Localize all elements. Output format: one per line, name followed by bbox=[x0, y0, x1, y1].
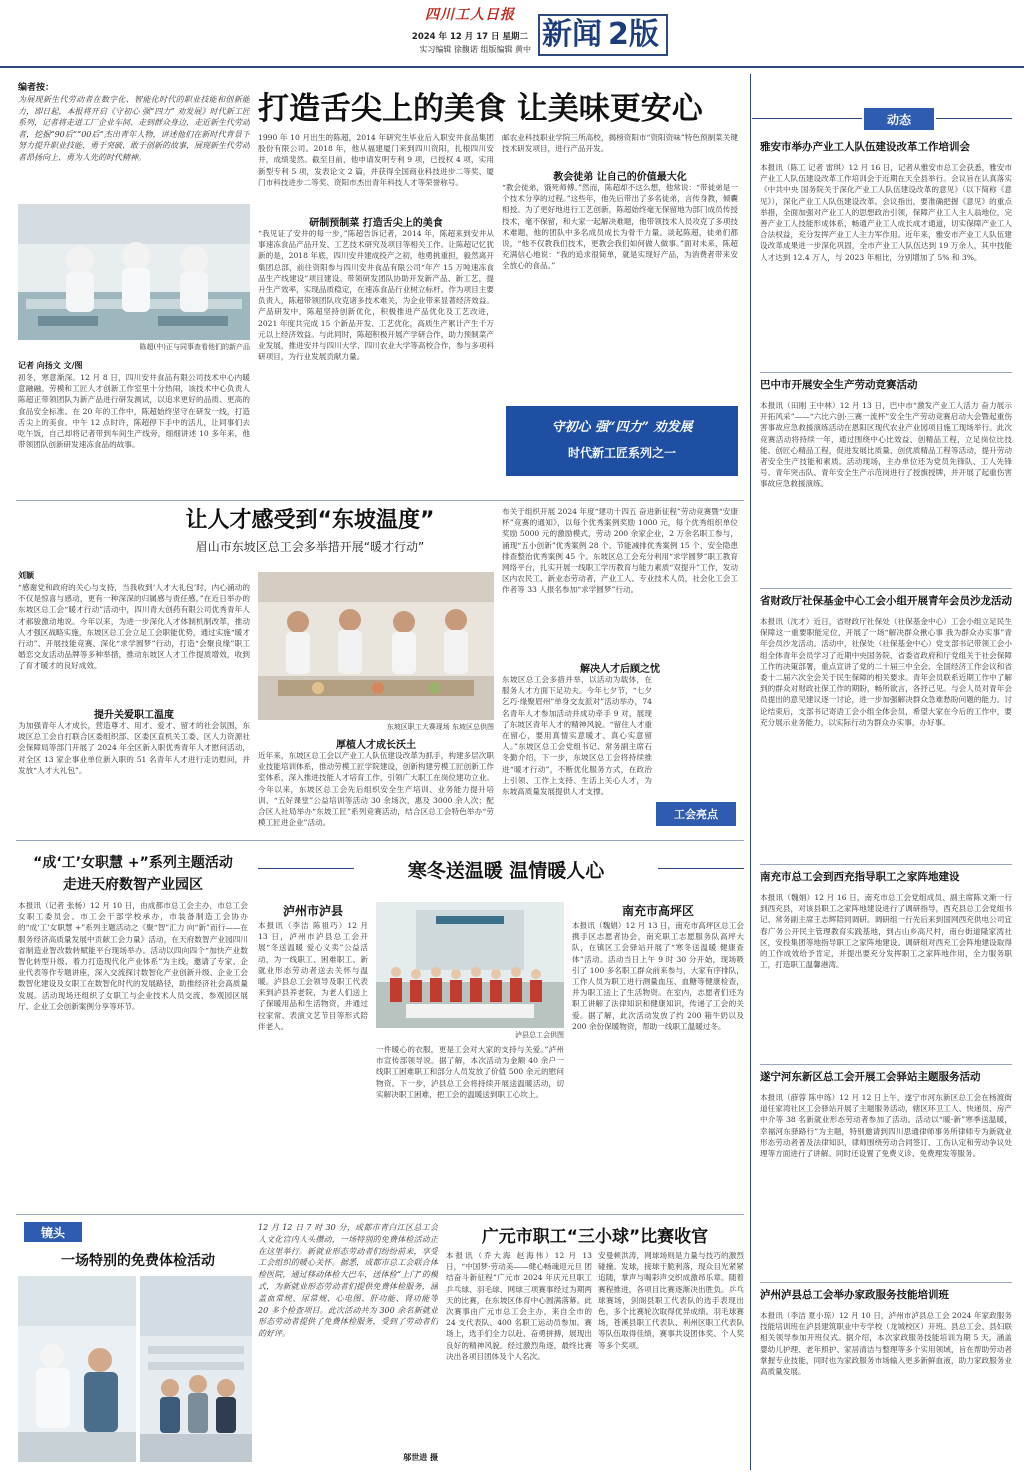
jingtou-body: 12 月 12 日 7 时 30 分，成都市青白江区总工会人文化宫内人头攒动，一场特别的免费体检活动正在这里举行。新就业形态劳动者们纷纷前来，享受工会组织的暖心关怀。据悉，成都市总工会联合体检医院，通过移动体检大巴车，送体检“上门”的模式，为新就业形态劳动者们提供免费体检服务，涵盖血常规、尿常规、心电图、肝功能、肾功能等 20 多个检查项目。此次活动共为 300 余名新就业形态劳动者提供了免费体检服务，受到了劳动者们的好评。 bbox=[258, 1223, 438, 1339]
luzhou-photo bbox=[376, 902, 564, 1028]
lead-col3b: “教会徒弟，饿死师傅。”然而，陈超却不这么想，他常说：“带徒弟是一个技术分享的过程。”这些年，他先后带出了多名徒弟，言传身教，倾囊相授。为了更好地进行工艺创新，陈超始终毫无保留地为部门成员传授技术，毫不保留，和大家一起解决难题，他带领技术人员攻克了多项技术难题，他的团队中多名成员成长为骨干力量。谈起陈超，徒弟们都说，“他不仅教我们技术，更教会我们如何做人做事。”面对未来，陈超充满信心地说：“我的追求很简单，就是实现好产品，为消费者带来安全放心的食品。” bbox=[502, 183, 738, 271]
lead-col2a: 1990 年 10 月出生的陈超，2014 年研究生毕业后入职安井食品集团股份有限公司。2018 年，他从福建厦门来到四川资阳，扎根四川安井，成绩斐然。截至目前，他申请发明专利 9 项，已授权 4 项，实用新型专利 5 项，发表论文 2 篇，并获得全国商业科技进步二等奖、厦门市科技进步二等奖、资阳市杰出青年科技人才等荣誉称号。 bbox=[258, 133, 494, 187]
gongjiang-title-2: 走进天府数智产业园区 bbox=[63, 877, 203, 893]
dongtai-tag: 动态 bbox=[864, 108, 934, 130]
news-item bbox=[760, 140, 1012, 378]
jingtou-title: 一场特别的免费体检活动 bbox=[61, 1253, 215, 1269]
jingtou-tag: 镜头 bbox=[24, 1222, 82, 1242]
dongpo-col2-subhead: 厚植人才成长沃土 bbox=[336, 740, 416, 751]
newspaper-logo: 四川工人日报 bbox=[425, 7, 515, 23]
guangyuan-body: 本报讯（乔大海 赵海伟）12 月 13 日，“中国梦·劳动美——健心畅魂迎元旦 团结奋斗新征程”广元市 2024 年庆元旦职工乒乓球、羽毛球、网球三项赛事经过为期两天的比赛，在东坡区体育中心圆满落幕。此次赛事由广元市总工会主办，来自全市的 24 支代表队、400 名职工运动员参加。赛场上，选手们全力以赴、奋勇拼搏，展现出良好的精神风貌。经过激烈角逐，最终比赛决出各项目团体及个人名次。 bbox=[446, 1251, 592, 1361]
guangyuan-title: 广元市职工“三小球”比赛收官 bbox=[481, 1227, 709, 1247]
lead-byline: 记者 向扬文 文/图 bbox=[18, 361, 83, 370]
news-item-title: 南充市总工会到西充指导职工之家阵地建设 bbox=[760, 871, 960, 883]
dongpo-col1-subhead: 提升关爱职工温度 bbox=[94, 710, 174, 721]
news-item-body: 本报讯（田刚 王中林）12 月 13 日，巴中市“激发产业工人活力 奋力展示开拓风采”——“六比六创·三赛一流杯”安全生产劳动竞赛启动大会暨起重伤害事故应急救援演练活动在恩阳区现代农业产业园项目施工现场举行。此次竞赛活动将持续一年，通过围绕中心比效益、创精品工程，立足岗位比技能、创匠心精品工程，促进发展比质量、创优质精品工程等活动，提升劳动者安全生产技能和素质。活动现场，主办单位还为党员先锋队、工人先锋号、青年突击队、青年安全生产示范岗进行了授旗授牌，并开展了起重伤害事故应急救援演练。 bbox=[760, 401, 1012, 489]
jingtou-photo-1 bbox=[18, 1276, 136, 1462]
series-banner-text: 时代新工匠系列之一 bbox=[567, 446, 676, 460]
dongpo-byline: 刘颖 bbox=[18, 571, 34, 580]
masthead bbox=[0, 0, 1024, 66]
lead-col3a: 邮农业科技职业学院三所高校，揭榜资阳市“资阳资味”特色预制菜关键技术研发项目，进行产品开发。 bbox=[502, 133, 738, 154]
guangyuan-body-2: 安曼顿洪涛，网球场则是力量与技巧的激烈碰撞。发球，接球干脆利落，现众目光紧紧追随，掌声与喝彩声交织成激昂乐章。随着赛程推进，各项目比赛逐渐决出胜负。乒乓球赛场，剑阁县职工代表队的选手表现出色，多个比赛轮次取得优异成绩。羽毛球赛场，苍溪县职工代表队、利州区职工代表队等队伍取得佳绩，赛事共设团体奖、个人奖等多个奖项。 bbox=[598, 1251, 744, 1350]
section-name: 新闻 bbox=[542, 17, 602, 52]
gongjiang-title-1: “成‘工’女职慧 +”系列主题活动 bbox=[33, 855, 233, 871]
jingtou-photo-2 bbox=[140, 1276, 252, 1462]
warm-title: 寒冬送温暖 温情暖人心 bbox=[407, 860, 605, 882]
editor-credits: 实习编辑 徐馥诺 组版编辑 黄中 bbox=[419, 45, 531, 54]
lead-col3-subhead: 教会徒弟 让自己的价值最大化 bbox=[553, 172, 687, 183]
dongpo-col3b: 东坡区总工会多措并举，以活动为载体，在服务人才方面下足功夫。今年七夕节，“七夕乞巧·缘聚眉州”单身交友派对”活动举办，74 名青年人才参加活动并成功牵手 9 对，展现了东坡区青年人才的精神风貌。“留住人才重在留心，要用真情实意暖才、真心实意留人。”东坡区总工会党组书记、常务副主席石冬勤介绍，下一步，东坡区总工会将持续推进“暖才行动”，不断优化服务方式，在政治上引领、工作上支持、生活上关心人才，为东坡高质量发展提供人才支撑。 bbox=[502, 675, 652, 797]
lead-photo-caption: 陈超(中)正与同事查看他们的新产品 bbox=[139, 343, 250, 351]
luzhou-place: 泸州市泸县 bbox=[282, 904, 343, 918]
gonghui-tag: 工会亮点 bbox=[656, 802, 736, 826]
editor-note bbox=[18, 80, 250, 200]
dongpo-title: 让人才感受到“东坡温度” bbox=[185, 508, 435, 533]
lead-photo bbox=[18, 204, 250, 340]
news-item bbox=[760, 378, 1012, 594]
lead-col2b: “我见证了安井的每一步，”陈超告诉记者，2014 年，陈超来到安井从事速冻食品产品开发、工艺技术研究及项目等相关工作。让陈超记忆犹新的是，2018 年底，四川安井建成投产之初，他勇挑重担，毅然离开集团总部，前往资阳参与四川安井食品有限公司“年产 15 万吨速冻食品生产线建设”项目建设。带领研发团队协助开发新产品、新工艺，提升生产效率，实现品质稳定，在速冻食品行业树立标杆。作为项目主要负责人，陈超带领团队攻克诸多技术难关，为企业带来显著经济效益。产品研发中，陈超坚持创新优化，积极推进产品优化及工艺改进，2021 年度共完成 15 个新品开发、工艺优化，高质生产累计产生千万元以上经济效益。与此同时，陈超积极开展产学研合作，助力预制菜产业发展，推进安井与四川大学、四川农业大学等高校合作，参与多项科研项目，为行业发展贡献力量。 bbox=[258, 229, 494, 362]
news-item bbox=[760, 870, 1012, 1070]
dongpo-photo bbox=[258, 572, 494, 720]
dongpo-col1b: 为加强青年人才成长，营造尊才、用才、爱才、留才的社会氛围，东坡区总工会自打联合区委组织部、区委区直机关工委、区人力资源社会保障局等部门开展了 2024 年全区新入职优秀青年人才慰问活动，对全区 13 家企事业单位新入职的 51 名青年人才进行走访慰问，并发放“人才大礼包”。 bbox=[18, 721, 250, 775]
news-item bbox=[760, 1070, 1012, 1288]
news-column bbox=[760, 140, 1012, 1470]
news-divider bbox=[760, 1064, 1012, 1065]
news-item-title: 巴中市开展安全生产劳动竞赛活动 bbox=[760, 379, 918, 391]
news-item-body: 本报讯（沈才）近日，省财政厅社保处（社保基金中心）工会小组立足民生保障这一重要职能定位，开展了一场“解决群众揪心事 我为群众办实事”青年会员沙龙活动。活动中，社保处（社保基金中心）党支部书记带领工会小组全体青年会员学习了近期中央国务院、省委省政府和厅党组关于社会保障工作的决策部署，重点宣讲了党的二十届三中全会、全国经济工作会议和省委十二届六次全会关于民生保障的相关要求。青年会员联系近期工作中了解到的群众对财政社保工作的期盼，畅所欲言，各抒己见。与会人员对青年会员提出的意见建议逐一讨论，进一步加强解决群众急难愁盼问题的能力。讨论结束后，支部书记寄语工会小组全体会员，希望大家在今后的工作中，要充分展示业务能力，以实际行动为群众办实事，办好事。 bbox=[760, 617, 1012, 727]
page-number: 2版 bbox=[608, 17, 659, 52]
dongpo-col2a: 近年来，东坡区总工会以产业工人队伍建设改革为抓手，构建多层次职业技能培训体系，推动劳模工匠学院建设，创新构建劳模工匠创新工作室体系，深入推进技能人才培育工作，引领广大职工在岗位建功立业。今年以来，东坡区总工会先后组织安全生产培训、业务能力提升培训、“五好课堂”公益培训等活动 30 余场次，惠及 3000 余人次；配合区人社局举办“东坡工匠”系列竞赛活动，结合区总工会特色举办“劳模工匠进企业”活动。 bbox=[258, 751, 494, 828]
editor-note-label: 编者按： bbox=[18, 83, 55, 93]
luzhou-photo-caption: 泸县总工会供图 bbox=[515, 1031, 564, 1039]
gongjiang-body: 本报讯（记者 张杨）12 月 10 日，由成都市总工会主办，市总工会女职工委员会、市工会干部学校承办，市装备制造工会协办的“成‘工’女职慧 +”系列主题活动之《聚“智”汇力 向“新”而行——在服务经济高质量发展中贡献工会力量》活动，在天府数智产业园四川省制造业智改数转赋能平台现场举办。活动以四向四个“加快产业数智化转型升级、着力打造现代化产业体系”为主线，邀请了专家、企业代表等作专题讲座，深入交流探讨数智化产业创新升级、企业工会数智化建设及女职工在数智化时代的发展路径，助推经济社会高质量发展。活动现场还组织了女职工与企业技术人员交流、参观园区展厅、企业工会创新案例分享等环节。 bbox=[18, 901, 248, 1011]
nanchong-place: 南充市高坪区 bbox=[621, 904, 694, 918]
news-item-body: 本报讯（陈工 记者 雷琪）12 月 16 日，记者从雅安市总工会获悉，雅安市产业工人队伍建设改革工作培训会于近期在天全县举行。会议旨在认真落实《中共中央 国务院关于深化产业工人队伍建设改革的意见》（以下简称《意见》），深化产业工人队伍建设改革。会议指出，要准确把握《意见》的重点举措，全面加强对产业工人的思想政治引领，保障产业工人主人翁地位，完善产业工人技能形成体系，畅通产业工人成长成才通道，切实保障产业工人合法权益，充分发挥产业工人主力军作用。近年来，雅安市产业工人队伍建设改革成果进一步深化巩固，全市产业工人队伍达到 19 万余人，其中技能人才达到 12.4 万人，与 2023 年相比，分别增加了 5% 和 3%。 bbox=[760, 163, 1012, 262]
dongpo-subtitle: 眉山市东坡区总工会多举措开展“暖才行动” bbox=[195, 540, 425, 554]
issue-date: 2024 年 12 月 17 日 星期二 bbox=[411, 32, 528, 42]
lead-col2-subhead: 研制预制菜 打造舌尖上的美食 bbox=[309, 218, 443, 229]
news-item-title: 遂宁河东新区总工会开展工会驿站主题服务活动 bbox=[760, 1071, 981, 1083]
jingtou-byline: 邬世进 摄 bbox=[403, 1453, 438, 1462]
news-item-title: 泸州泸县总工会举办家政服务技能培训班 bbox=[760, 1289, 949, 1301]
news-divider bbox=[760, 1282, 1012, 1283]
news-item bbox=[760, 594, 1012, 870]
news-item-body: 本报讯（魏娟）12 月 16 日，南充市总工会党组成员、副主席陈文渐一行到西充县，对该县职工之家阵地建设进行了调研指导，西充县总工会党组书记、常务副主席王志辉陪同调研。调研组一行先后来到国网西充供电公司宜春广务公开民主管理教育实践基地，到占山乡高尺村，南台街道隆家湾社区，安投集团等地指导职工之家阵地建设。调研组对西充工会阵地建设取得的工作成效给予肯定，并提出要充分发挥职工之家阵地作用，全力服务职工，打造职工温馨港湾。 bbox=[760, 893, 1012, 970]
lead-col1: 初冬，寒意渐深。12 月 8 日，四川安井食品有限公司技术中心内暖意融融。劳模和工匠人才创新工作室里十分热闹，该技术中心负责人陈超正带领团队为新产品进行研发测试，以追求更好的品质、更高的食品安全标准。在 20 年的工作中，陈超始终坚守在研发一线，打造舌尖上的美食。中午 12 点时许，陈超停下手中的活儿，让同事们去吃午饭，自己却将记者带到车间生产线旁，细细讲述 10 多年来，他带领团队创新研发速冻食品的故事。 bbox=[18, 373, 250, 450]
news-divider bbox=[760, 588, 1012, 589]
news-divider bbox=[760, 372, 1012, 373]
series-banner-script: 守初心 强“四力” 劝发展 bbox=[551, 420, 693, 435]
nanchong-body: 本报讯（魏娟）12 月 13 日，南充市高坪区总工会携手区志愿者协会，南充职工志愿服务队高坪大队，在镇区工会驿站开展了“寒冬送温暖 健康查体”活动。活动当日上午 9 时 30 分开始，现场吸引了 100 多名职工群众前来参与，大家有序排队，工作人员为职工进行测量血压、血糖等健康检查，并为职工送上了生活物资。在室内，志愿者们还为职工讲解了法律知识和健康知识，传递了工会的关爱。据了解，此次活动发放了约 200 箱牛奶以及 200 余份保暖物资，帮助一线职工温暖过冬。 bbox=[572, 921, 744, 1031]
news-divider bbox=[760, 864, 1012, 865]
dongpo-photo-caption: 东坡区职工大赛现场 东坡区总供图 bbox=[386, 723, 494, 731]
news-item-title: 雅安市举办产业工人队伍建设改革工作培训会 bbox=[760, 141, 970, 153]
series-banner bbox=[506, 406, 738, 476]
news-item-body: 本报讯（李洁 夏小琼）12 月 10 日，泸州市泸县总工会 2024 年家政服务技能培训班在泸县建筑职业中专学校（龙城校区）开班。县总工会、县妇联相关领导参加开班仪式。据介绍，本次家政服务技能培训为期 5 天，涵盖婴幼儿护理、老年照护、家居清洁与整理等多个实用领域，旨在帮助劳动者掌握专业技能，同时也为家政服务市场输入更多新鲜血液，助力家政服务业高质量发展。 bbox=[760, 1311, 1012, 1377]
news-item-title: 省财政厅社保基金中心工会小组开展青年会员沙龙活动 bbox=[760, 595, 1012, 607]
news-item-body: 本报讯（薛蓉 陈中练）12 月 12 日上午，遂宁市河东新区总工会在杨渡街道任家湾社区工会驿站开展了主题服务活动，辖区环卫工人、快递员、房产中介等 38 名新就业形态劳动者参加了活动。活动以“暖·新”寒季送温暖，幸福河东驿路行”为主题，特别邀请到四川思通律师事务所律师专为新就业形态劳动者普及法律知识，律师围绕劳动合同签订、工伤认定和劳动争议处理等方面进行了讲解。同时还设置了免费义诊、免费理发等服务。 bbox=[760, 1093, 1012, 1159]
luzhou-body: 本报讯（李洁 陈祖巧）12 月 13 日，泸州市泸县总工会开展“冬送温暖 爱心义卖”公益活动，为一线职工、困难职工、新就业形态劳动者送去关怀与温暖。泸县总工会领导及职工代表来到泸县养老院，为老人们送上了保暖用品和生活物资，并通过拉家常、表演文艺节目等形式陪伴老人。 bbox=[258, 921, 368, 1031]
news-item bbox=[760, 1288, 1012, 1460]
dongpo-col3a: 布关于组织开展 2024 年度“建功十四五 奋进新征程”劳动竞赛暨“安康杯”竞赛的通知》，以每个优秀案例奖励 1000 元，每个优秀组织单位奖励 5000 元的激励模式，劳动 200 余家企业，2 万余名职工参与，涌现“五小创新”优秀案例 28 个、节能减排优秀案例 15 个、安全隐患排查整治优秀案例 45 个。东坡区总工会充分利用“求学圆梦”职工教育网络平台，扎实开展一线职工学历教育与能力素质“双提升”工作，发动区内农民工、新业态劳动者，产业工人、专业技术人员，社会化工会工作者等 33 人报名参加“求学圆梦”行动。 bbox=[502, 507, 738, 595]
dongpo-col3-subhead: 解决人才后顾之忧 bbox=[580, 664, 660, 675]
lead-title: 打造舌尖上的美食 让美味更安心 bbox=[258, 91, 703, 127]
luzhou-body-2: 一件暖心的衣服，更是工会对大家的支持与关爱。”泸州市宣传部领导说。据了解，本次活动为金额 40 余户一线职工困难职工和部分人员发放了价值 500 余元的慰问物资。下一步，泸县总工会将持续开展送温暖活动，切实解决职工困难，把工会的温暖送到职工心坎上。 bbox=[376, 1045, 564, 1099]
dongpo-col1a: “感谢党和政府的关心与支持，当我收到‘人才大礼包’时，内心涌动的不仅是惊喜与感动，更有一种深深的归属感与责任感。”在近日举办的东坡区总工会“暖才行动”活动中，四川青大创药有限公司优秀青年人才郝骏激动地说。今年以来，为进一步深化人才体制机制改革，推动人才强区战略实施，东坡区总工会立足工会职能优势，通过实施“暖才行动”、开展技能竞赛、深化“求学圆梦”行动，打造“会聚良缘”职工婚恋交友活动品牌等多种举措，推动东坡区人才工作提质增效，收到了育才暖才的良好成效。 bbox=[18, 583, 250, 671]
editor-note-text: 为展现新生代劳动者在数字化、智能化时代的职业技能和创新能力，即日起，本报将开启《守初心 强“四力” 劝发展》时代新工匠系列，记者将走进工厂企业车间、走到群众身边，走近新生代劳动者，挖掘“90后”“00后”杰出青年人物，讲述他们在新时代背景下努力提升职业技能、勇于突破、敢于创新的故事，展现新生代劳动者昂扬向上、勇为人先的时代精神。 bbox=[18, 95, 250, 162]
